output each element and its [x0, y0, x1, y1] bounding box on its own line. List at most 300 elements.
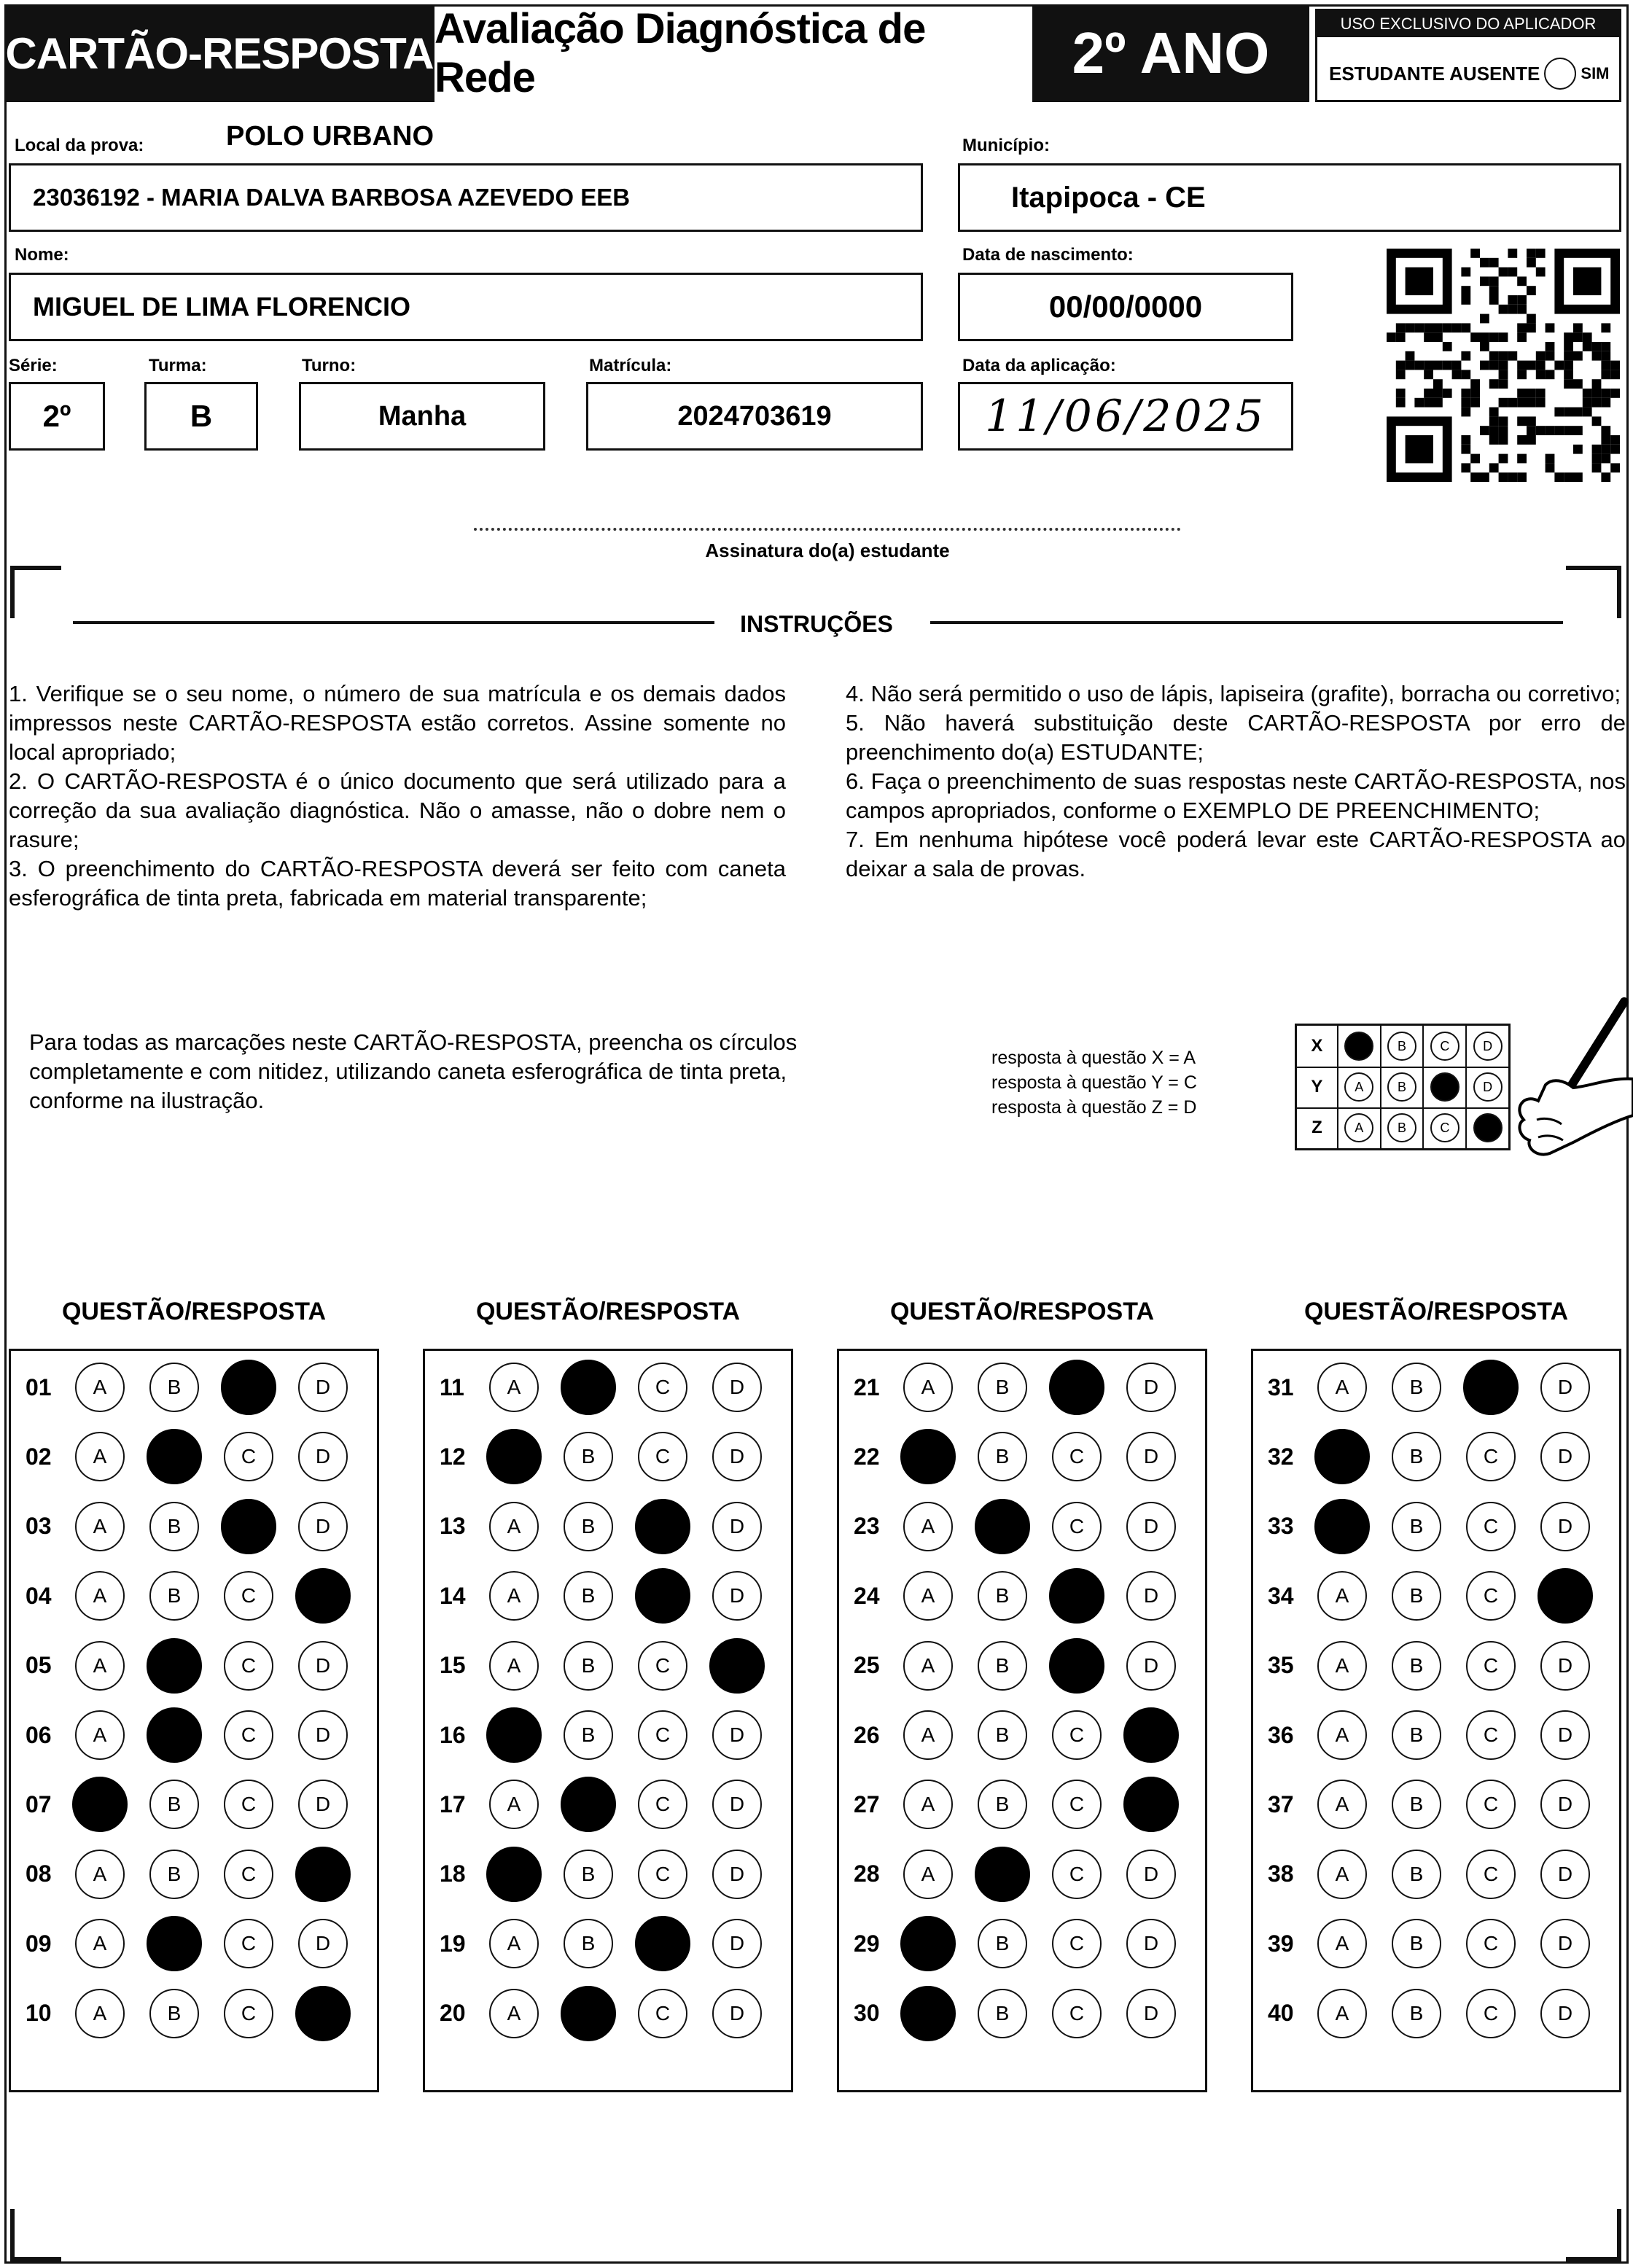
answer-bubble-c[interactable]	[635, 1499, 690, 1554]
answer-bubble-a[interactable]: A	[903, 1363, 953, 1412]
answer-bubble-d[interactable]: D	[712, 1850, 762, 1899]
instruction-3: 3. O preenchimento do CARTÃO-RESPOSTA deverá ser feito com caneta esferográfica de tinta preta, fabricada em material transparente;	[9, 856, 786, 911]
turno-value: Manha	[378, 400, 467, 432]
question-row	[1253, 1352, 1615, 1422]
municipio-value: Itapipoca - CE	[1011, 181, 1206, 214]
exam-title: Avaliação Diagnóstica de Rede	[434, 7, 1032, 99]
answer-bubble-b[interactable]: B	[978, 1919, 1027, 1968]
qr-code	[1387, 248, 1620, 483]
answer-bubble-c[interactable]: C	[1052, 1432, 1102, 1481]
absent-checkbox[interactable]	[1544, 58, 1576, 90]
answer-bubble-d[interactable]: D	[712, 1780, 762, 1829]
answer-bubble-b[interactable]	[975, 1847, 1030, 1902]
question-number: 14	[440, 1582, 466, 1609]
corner-bottom-right	[1566, 2209, 1621, 2261]
answer-bubble-d[interactable]: D	[1540, 1502, 1590, 1551]
answer-bubble-b[interactable]: B	[149, 1989, 199, 2038]
example-cell	[1424, 1026, 1467, 1067]
question-number: 30	[854, 2000, 880, 2027]
answer-bubble-b[interactable]: B	[978, 1363, 1027, 1412]
answer-bubble-b[interactable]: B	[564, 1432, 613, 1481]
answer-bubble-a[interactable]: A	[1317, 1780, 1367, 1829]
answer-bubble-b[interactable]	[561, 1360, 616, 1415]
answer-bubble-d[interactable]: D	[1540, 1641, 1590, 1691]
nome-label: Nome:	[15, 245, 69, 265]
answer-bubble-c[interactable]: C	[224, 1571, 273, 1621]
answer-bubble-b[interactable]: B	[1392, 1850, 1441, 1899]
answer-bubble-b[interactable]: B	[1392, 1919, 1441, 1968]
example-cell	[1338, 1067, 1381, 1107]
question-row	[1253, 1492, 1615, 1562]
answer-bubble-d[interactable]: D	[1540, 1989, 1590, 2038]
question-number: 06	[26, 1721, 52, 1748]
turno-label: Turno:	[302, 356, 356, 375]
answer-bubble-d[interactable]: D	[712, 1710, 762, 1760]
answer-bubble-d[interactable]: D	[298, 1502, 348, 1551]
answer-bubble-a[interactable]: A	[489, 1780, 539, 1829]
question-number: 40	[1268, 2000, 1294, 2027]
answer-bubble-b[interactable]: B	[564, 1641, 613, 1691]
answer-column	[423, 1349, 793, 2092]
answer-bubble-c[interactable]: C	[224, 1919, 273, 1968]
answer-bubble-d[interactable]: D	[298, 1919, 348, 1968]
answer-bubble-c[interactable]: C	[224, 1432, 273, 1481]
absent-option: SIM	[1581, 64, 1610, 82]
question-number: 09	[26, 1930, 52, 1957]
instructions-rule-right	[930, 621, 1563, 624]
turma-field	[144, 382, 258, 451]
answer-bubble-a[interactable]: A	[75, 1710, 125, 1760]
answer-bubble-d[interactable]	[1123, 1707, 1179, 1763]
answer-bubble-d[interactable]: D	[1126, 1919, 1176, 1968]
answer-bubble-a[interactable]: A	[489, 1571, 539, 1621]
answer-bubble-a[interactable]	[900, 1986, 956, 2041]
question-row	[1253, 1769, 1615, 1839]
question-number: 34	[1268, 1582, 1294, 1609]
answer-bubble-d[interactable]: D	[712, 1919, 762, 1968]
answer-bubble-a[interactable]	[72, 1777, 128, 1832]
question-row	[839, 1839, 1201, 1909]
local-value: 23036192 - MARIA DALVA BARBOSA AZEVEDO EEB	[33, 184, 631, 211]
answer-bubble-c[interactable]: C	[1052, 1710, 1102, 1760]
answer-bubble-d[interactable]	[295, 1847, 351, 1902]
answer-bubble-c[interactable]: C	[224, 1710, 273, 1760]
question-row	[11, 1769, 373, 1839]
answer-bubble-b[interactable]: B	[1392, 1989, 1441, 2038]
answer-bubble-b[interactable]: B	[1392, 1432, 1441, 1481]
answer-bubble-a[interactable]: A	[903, 1850, 953, 1899]
serie-value: 2º	[42, 399, 71, 433]
answer-bubble-a[interactable]: A	[489, 1641, 539, 1691]
answer-column	[1251, 1349, 1621, 2092]
answer-bubble-d[interactable]: D	[298, 1710, 348, 1760]
example-bubble: D	[1473, 1032, 1503, 1061]
question-row	[425, 1422, 787, 1492]
answer-bubble-d[interactable]: D	[1540, 1363, 1590, 1412]
example-bubble	[1344, 1032, 1373, 1061]
matricula-value: 2024703619	[677, 400, 832, 432]
answer-bubble-a[interactable]: A	[75, 1432, 125, 1481]
municipio-label: Município:	[962, 136, 1050, 155]
example-table	[1295, 1024, 1511, 1150]
answer-bubble-a[interactable]	[1314, 1499, 1370, 1554]
answer-bubble-a[interactable]: A	[75, 1641, 125, 1691]
aplicacao-field	[958, 382, 1293, 451]
answer-bubble-d[interactable]: D	[1126, 1502, 1176, 1551]
answer-bubble-c[interactable]: C	[1466, 1710, 1516, 1760]
example-cell	[1338, 1107, 1381, 1148]
question-number: 20	[440, 2000, 466, 2027]
question-number: 05	[26, 1652, 52, 1679]
answer-bubble-b[interactable]: B	[564, 1710, 613, 1760]
answer-bubble-c[interactable]: C	[638, 1780, 687, 1829]
answer-bubble-c[interactable]: C	[1466, 1989, 1516, 2038]
answer-bubble-c[interactable]: C	[1052, 1502, 1102, 1551]
answer-bubble-d[interactable]: D	[712, 1502, 762, 1551]
answer-bubble-d[interactable]: D	[1126, 1363, 1176, 1412]
instructions-title: INSTRUÇÕES	[740, 611, 893, 637]
question-number: 28	[854, 1860, 880, 1887]
question-number: 19	[440, 1930, 466, 1957]
answer-bubble-d[interactable]: D	[1540, 1710, 1590, 1760]
answer-bubble-d[interactable]	[295, 1568, 351, 1624]
answer-bubble-c[interactable]: C	[1466, 1919, 1516, 1968]
example-legend	[991, 1045, 1268, 1120]
answer-bubble-c[interactable]: C	[1052, 1850, 1102, 1899]
answer-bubble-c[interactable]: C	[224, 1780, 273, 1829]
fill-instruction: Para todas as marcações neste CARTÃO-RESPOSTA, preencha os círculos completamente e com nitidez, utilizando caneta esferográfica de tinta preta, conforme na ilustração.	[29, 1029, 798, 1113]
question-number: 02	[26, 1443, 52, 1470]
answer-bubble-b[interactable]: B	[564, 1919, 613, 1968]
answer-bubble-b[interactable]: B	[978, 1571, 1027, 1621]
answer-bubble-d[interactable]	[295, 1986, 351, 2041]
answer-bubble-b[interactable]: B	[1392, 1641, 1441, 1691]
question-row	[425, 1769, 787, 1839]
answer-column-title: QUESTÃO/RESPOSTA	[475, 1298, 741, 1325]
answer-bubble-c[interactable]: C	[1052, 1780, 1102, 1829]
answer-bubble-a[interactable]: A	[1317, 1919, 1367, 1968]
answer-bubble-b[interactable]: B	[978, 1641, 1027, 1691]
answer-bubble-d[interactable]: D	[298, 1780, 348, 1829]
question-row	[11, 1979, 373, 2049]
answer-bubble-c[interactable]: C	[1052, 1919, 1102, 1968]
question-row	[11, 1422, 373, 1492]
question-number: 35	[1268, 1652, 1294, 1679]
answer-column	[837, 1349, 1207, 2092]
answer-bubble-d[interactable]: D	[298, 1432, 348, 1481]
hand-pen-icon	[1494, 991, 1633, 1166]
example-cell	[1424, 1067, 1467, 1107]
answer-bubble-b[interactable]	[975, 1499, 1030, 1554]
answer-bubble-b[interactable]: B	[149, 1571, 199, 1621]
answer-bubble-a[interactable]	[1314, 1429, 1370, 1484]
answer-bubble-b[interactable]: B	[978, 1710, 1027, 1760]
answer-bubble-c[interactable]	[635, 1568, 690, 1624]
answer-bubble-a[interactable]: A	[489, 1989, 539, 2038]
answer-bubble-a[interactable]: A	[489, 1502, 539, 1551]
question-row	[11, 1839, 373, 1909]
answer-bubble-c[interactable]	[1049, 1568, 1104, 1624]
question-number: 18	[440, 1860, 466, 1887]
question-number: 27	[854, 1790, 880, 1817]
question-row	[839, 1769, 1201, 1839]
answer-bubble-d[interactable]: D	[1540, 1919, 1590, 1968]
question-row	[11, 1561, 373, 1631]
instructions-right	[846, 679, 1626, 884]
example-question-label: Z	[1297, 1107, 1338, 1148]
question-number: 32	[1268, 1443, 1294, 1470]
answer-bubble-a[interactable]: A	[489, 1363, 539, 1412]
answer-bubble-a[interactable]: A	[1317, 1989, 1367, 2038]
answer-bubble-d[interactable]	[1123, 1777, 1179, 1832]
nome-field	[9, 273, 923, 341]
answer-bubble-c[interactable]: C	[638, 1850, 687, 1899]
question-row	[839, 1352, 1201, 1422]
corner-bottom-left	[10, 2209, 61, 2261]
answer-bubble-a[interactable]: A	[75, 1502, 125, 1551]
answer-bubble-b[interactable]	[561, 1986, 616, 2041]
answer-bubble-b[interactable]: B	[149, 1363, 199, 1412]
answer-bubble-b[interactable]: B	[564, 1502, 613, 1551]
answer-bubble-c[interactable]	[1463, 1360, 1519, 1415]
answer-bubble-a[interactable]: A	[1317, 1571, 1367, 1621]
instructions-left	[9, 679, 786, 913]
answer-bubble-c[interactable]: C	[224, 1989, 273, 2038]
answer-bubble-d[interactable]: D	[1126, 1989, 1176, 2038]
question-number: 38	[1268, 1860, 1294, 1887]
question-row	[425, 1631, 787, 1701]
answer-bubble-a[interactable]: A	[489, 1919, 539, 1968]
answer-bubble-c[interactable]: C	[1466, 1571, 1516, 1621]
answer-bubble-d[interactable]: D	[298, 1363, 348, 1412]
answer-bubble-a[interactable]	[486, 1429, 542, 1484]
example-legend-x: resposta à questão X = A	[991, 1048, 1196, 1068]
answer-bubble-a[interactable]: A	[1317, 1363, 1367, 1412]
question-row	[1253, 1839, 1615, 1909]
absent-label: ESTUDANTE AUSENTE	[1329, 62, 1540, 85]
answer-bubble-c[interactable]	[635, 1916, 690, 1971]
answer-bubble-b[interactable]: B	[149, 1780, 199, 1829]
example-bubble	[1430, 1072, 1459, 1102]
answer-column	[9, 1349, 379, 2092]
example-bubble: A	[1344, 1072, 1373, 1102]
answer-bubble-c[interactable]: C	[638, 1363, 687, 1412]
answer-bubble-b[interactable]: B	[1392, 1363, 1441, 1412]
instruction-1: 1. Verifique se o seu nome, o número de sua matrícula e os demais dados impressos neste CARTÃO-RESPOSTA estão corretos. Assine somente no local apropriado;	[9, 681, 786, 765]
question-row	[11, 1492, 373, 1562]
answer-bubble-d[interactable]: D	[1126, 1571, 1176, 1621]
answer-bubble-c[interactable]	[1049, 1360, 1104, 1415]
answer-bubble-b[interactable]: B	[1392, 1710, 1441, 1760]
answer-bubble-b[interactable]	[147, 1707, 202, 1763]
answer-bubble-b[interactable]	[561, 1777, 616, 1832]
answer-bubble-c[interactable]: C	[224, 1850, 273, 1899]
question-number: 16	[440, 1721, 466, 1748]
grade-year: 2º ANO	[1032, 4, 1309, 102]
instructions-rule-left	[73, 621, 714, 624]
answer-bubble-b[interactable]	[147, 1638, 202, 1694]
answer-bubble-a[interactable]: A	[903, 1780, 953, 1829]
serie-field	[9, 382, 105, 451]
answer-bubble-c[interactable]: C	[638, 1989, 687, 2038]
answer-bubble-c[interactable]	[221, 1360, 276, 1415]
answer-bubble-b[interactable]: B	[1392, 1502, 1441, 1551]
example-row	[1297, 1107, 1508, 1148]
aplicacao-value: 11/06/2025	[985, 391, 1266, 442]
answer-bubble-d[interactable]: D	[712, 1571, 762, 1621]
example-bubble: A	[1344, 1113, 1373, 1142]
question-row	[11, 1352, 373, 1422]
instruction-4: 4. Não será permitido o uso de lápis, lapiseira (grafite), borracha ou corretivo;	[846, 681, 1621, 706]
example-cell	[1338, 1026, 1381, 1067]
answer-bubble-c[interactable]: C	[1466, 1780, 1516, 1829]
nascimento-value: 00/00/0000	[1048, 289, 1203, 324]
answer-bubble-a[interactable]: A	[1317, 1641, 1367, 1691]
question-row	[425, 1979, 787, 2049]
answer-bubble-b[interactable]: B	[978, 1432, 1027, 1481]
answer-bubble-a[interactable]	[900, 1916, 956, 1971]
answer-bubble-a[interactable]: A	[75, 1363, 125, 1412]
answer-bubble-b[interactable]: B	[1392, 1571, 1441, 1621]
example-bubble: C	[1430, 1032, 1459, 1061]
answer-bubble-a[interactable]: A	[1317, 1710, 1367, 1760]
answer-bubble-a[interactable]: A	[1317, 1850, 1367, 1899]
question-number: 17	[440, 1790, 466, 1817]
answer-bubble-c[interactable]: C	[1466, 1432, 1516, 1481]
local-label: Local da prova:	[15, 136, 144, 155]
answer-bubble-d[interactable]	[1537, 1568, 1593, 1624]
question-row	[11, 1700, 373, 1770]
question-number: 21	[854, 1373, 880, 1400]
question-number: 15	[440, 1652, 466, 1679]
answer-bubble-a[interactable]: A	[75, 1571, 125, 1621]
nome-value: MIGUEL DE LIMA FLORENCIO	[33, 292, 410, 322]
answer-bubble-a[interactable]: A	[903, 1641, 953, 1691]
answer-bubble-d[interactable]: D	[298, 1641, 348, 1691]
question-row	[425, 1839, 787, 1909]
question-number: 12	[440, 1443, 466, 1470]
answer-bubble-a[interactable]: A	[903, 1710, 953, 1760]
instruction-6: 6. Faça o preenchimento de suas respostas neste CARTÃO-RESPOSTA, nos campos apropriados, conforme o EXEMPLO DE PREENCHIMENTO;	[846, 768, 1626, 823]
question-number: 31	[1268, 1373, 1294, 1400]
question-number: 29	[854, 1930, 880, 1957]
answer-bubble-a[interactable]: A	[75, 1989, 125, 2038]
question-number: 22	[854, 1443, 880, 1470]
question-row	[425, 1492, 787, 1562]
question-row	[839, 1700, 1201, 1770]
answer-bubble-d[interactable]: D	[1540, 1850, 1590, 1899]
question-row	[1253, 1700, 1615, 1770]
answer-bubble-d[interactable]: D	[712, 1363, 762, 1412]
question-row	[1253, 1422, 1615, 1492]
answer-bubble-d[interactable]: D	[712, 1989, 762, 2038]
example-cell	[1381, 1026, 1425, 1067]
question-number: 37	[1268, 1790, 1294, 1817]
answer-bubble-b[interactable]: B	[149, 1850, 199, 1899]
answer-bubble-a[interactable]: A	[903, 1571, 953, 1621]
answer-bubble-a[interactable]: A	[75, 1919, 125, 1968]
answer-bubble-a[interactable]	[486, 1847, 542, 1902]
answer-bubble-a[interactable]: A	[75, 1850, 125, 1899]
example-bubble: B	[1387, 1032, 1416, 1061]
answer-bubble-c[interactable]	[221, 1499, 276, 1554]
question-number: 04	[26, 1582, 52, 1609]
answer-bubble-d[interactable]: D	[1126, 1432, 1176, 1481]
question-number: 39	[1268, 1930, 1294, 1957]
matricula-field	[586, 382, 923, 451]
answer-bubble-a[interactable]	[900, 1429, 956, 1484]
matricula-label: Matrícula:	[589, 356, 672, 375]
answer-bubble-d[interactable]: D	[1540, 1780, 1590, 1829]
question-row	[1253, 1909, 1615, 1979]
instruction-2: 2. O CARTÃO-RESPOSTA é o único documento que será utilizado para a correção da sua avaliação diagnóstica. Não o amasse, não o dobre nem o rasure;	[9, 768, 786, 852]
answer-bubble-c[interactable]: C	[638, 1710, 687, 1760]
example-bubble: B	[1387, 1113, 1416, 1142]
example-cell	[1381, 1107, 1425, 1148]
nascimento-field	[958, 273, 1293, 341]
question-row	[839, 1979, 1201, 2049]
answer-bubble-d[interactable]	[709, 1638, 765, 1694]
question-row	[839, 1422, 1201, 1492]
question-row	[425, 1700, 787, 1770]
answer-bubble-c[interactable]: C	[638, 1432, 687, 1481]
question-number: 03	[26, 1513, 52, 1540]
turma-value: B	[190, 399, 213, 433]
question-row	[839, 1492, 1201, 1562]
answer-bubble-c[interactable]	[1049, 1638, 1104, 1694]
answer-bubble-c[interactable]: C	[1052, 1989, 1102, 2038]
answer-bubble-b[interactable]: B	[149, 1502, 199, 1551]
answer-bubble-d[interactable]: D	[1540, 1432, 1590, 1481]
question-number: 25	[854, 1652, 880, 1679]
answer-column-title: QUESTÃO/RESPOSTA	[1303, 1298, 1569, 1325]
answer-bubble-d[interactable]: D	[712, 1432, 762, 1481]
answer-bubble-d[interactable]: D	[1126, 1850, 1176, 1899]
example-row	[1297, 1067, 1508, 1109]
answer-bubble-d[interactable]: D	[1126, 1641, 1176, 1691]
applicator-box	[1315, 9, 1621, 102]
signature-label: Assinatura do(a) estudante	[705, 539, 950, 561]
answer-bubble-c[interactable]: C	[638, 1641, 687, 1691]
answer-bubble-c[interactable]: C	[1466, 1850, 1516, 1899]
serie-label: Série:	[9, 356, 58, 375]
answer-bubble-c[interactable]: C	[1466, 1502, 1516, 1551]
answer-bubble-b[interactable]	[147, 1429, 202, 1484]
applicator-label: USO EXCLUSIVO DO APLICADOR	[1317, 11, 1619, 37]
question-row	[1253, 1631, 1615, 1701]
answer-bubble-b[interactable]: B	[1392, 1780, 1441, 1829]
answer-bubble-b[interactable]: B	[564, 1850, 613, 1899]
answer-bubble-b[interactable]	[147, 1916, 202, 1971]
answer-bubble-b[interactable]: B	[978, 1780, 1027, 1829]
example-cell	[1424, 1107, 1467, 1148]
example-question-label: Y	[1297, 1067, 1338, 1107]
signature-line	[474, 528, 1181, 531]
answer-column-title: QUESTÃO/RESPOSTA	[61, 1298, 327, 1325]
answer-bubble-a[interactable]	[486, 1707, 542, 1763]
answer-bubble-a[interactable]: A	[903, 1502, 953, 1551]
corner-top-right	[1566, 566, 1621, 618]
answer-bubble-b[interactable]: B	[564, 1571, 613, 1621]
question-number: 23	[854, 1513, 880, 1540]
answer-bubble-c[interactable]: C	[224, 1641, 273, 1691]
turma-label: Turma:	[149, 356, 207, 375]
example-cell	[1381, 1067, 1425, 1107]
question-row	[1253, 1561, 1615, 1631]
answer-bubble-c[interactable]: C	[1466, 1641, 1516, 1691]
answer-bubble-b[interactable]: B	[978, 1989, 1027, 2038]
turno-field	[299, 382, 545, 451]
